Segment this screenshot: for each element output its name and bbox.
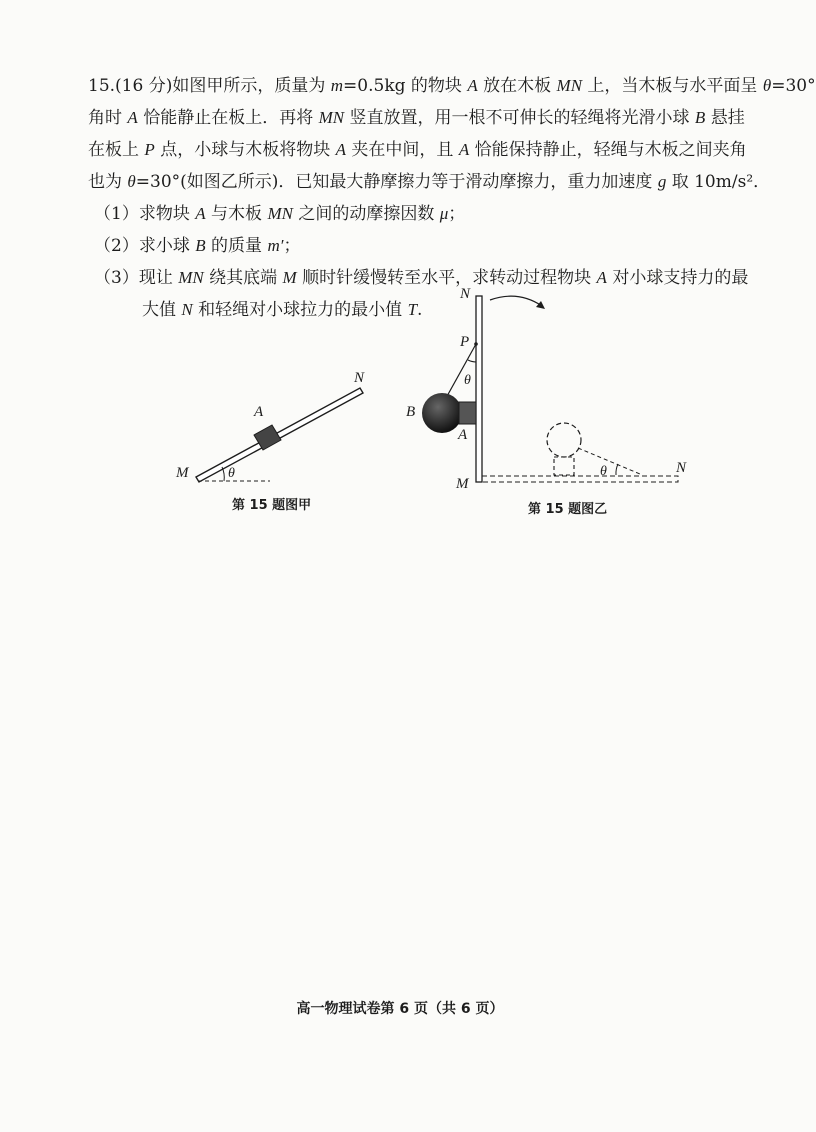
rotation-arrow — [490, 296, 542, 306]
math-symbol: B — [195, 236, 206, 255]
rope — [446, 344, 476, 398]
math-symbol: N — [181, 300, 193, 319]
figure-a-diagram — [170, 360, 380, 490]
label-theta: θ — [464, 373, 471, 388]
math-symbol: A — [127, 108, 138, 127]
label-theta-dashed: θ — [600, 464, 607, 479]
label-a: A — [458, 427, 468, 443]
subquestion-3-cont: 大值 N 和轻绳对小球拉力的最小值 T. — [142, 300, 423, 320]
figure-b-caption: 第 15 题图乙 — [528, 502, 608, 517]
ball-b-dashed — [547, 423, 581, 457]
figure-b-diagram — [400, 282, 700, 492]
math-symbol: MN — [318, 108, 345, 127]
math-symbol: A — [335, 140, 346, 159]
math-symbol: θ — [762, 76, 772, 95]
board-horizontal-dashed — [482, 476, 678, 482]
block-a-dashed — [554, 457, 574, 475]
math-symbol: m — [330, 76, 344, 95]
board-mn — [196, 388, 363, 482]
point-p — [474, 342, 478, 346]
label-m: M — [456, 476, 469, 492]
subquestion-3: （3）现让 MN 绕其底端 M 顺时针缓慢转至水平，求转动过程物块 A 对小球支持力的最 — [94, 268, 749, 288]
question-line-4: 也为 θ=30°(如图乙所示)．已知最大静摩擦力等于滑动摩擦力，重力加速度 g 取 10m/s²． — [88, 172, 771, 192]
label-p: P — [460, 334, 470, 350]
question-line-1 — [88, 70, 816, 102]
math-symbol: A — [596, 268, 607, 287]
math-symbol: m′ — [267, 236, 284, 255]
label-m: M — [176, 465, 189, 481]
math-symbol: A — [458, 140, 470, 159]
label-theta: θ — [228, 466, 235, 481]
math-symbol: MN — [178, 268, 204, 287]
math-symbol: MN — [556, 76, 583, 95]
question-line-3: 在板上 P 点，小球与木板将物块 A 夹在中间，且 A 恰能保持静止，轻绳与木板之间夹角 — [88, 140, 747, 160]
question-line-2: 角时 A 恰能静止在板上．再将 MN 竖直放置，用一根不可伸长的轻绳将光滑小球 B 悬挂 — [88, 108, 745, 128]
math-symbol: A — [195, 204, 206, 223]
board-mn-vertical — [476, 296, 482, 482]
label-n-right: N — [676, 460, 687, 476]
math-symbol: MN — [267, 204, 293, 223]
label-b: B — [406, 404, 416, 420]
label-a: A — [254, 404, 264, 420]
block-a — [459, 402, 476, 424]
question-number: 15. — [88, 76, 116, 96]
math-symbol: B — [694, 108, 706, 127]
math-symbol: θ — [127, 172, 136, 191]
angle-arc-p — [468, 360, 476, 362]
ball-b — [422, 393, 462, 433]
rotation-arrowhead — [536, 301, 545, 309]
label-n-top: N — [460, 286, 471, 302]
subquestion-1: （1）求物块 A 与木板 MN 之间的动摩擦因数 μ； — [94, 204, 466, 224]
angle-arc-dashed — [616, 464, 618, 475]
math-symbol: g — [657, 172, 667, 191]
rope-dashed — [578, 448, 640, 474]
question-points: (16 分) — [115, 76, 173, 96]
page-footer: 高一物理试卷第 6 页（共 6 页） — [296, 1001, 504, 1017]
question-text-1: 如图甲所示，质量为 m=0.5kg 的物块 A 放在木板 MN 上，当木板与水平面呈 θ=30° — [172, 76, 816, 96]
math-symbol: T — [407, 300, 418, 319]
subquestion-2: （2）求小球 B 的质量 m′； — [94, 236, 301, 256]
math-symbol: M — [282, 268, 297, 287]
math-symbol: P — [144, 140, 155, 159]
math-symbol: μ — [439, 204, 449, 223]
figure-a-caption: 第 15 题图甲 — [232, 498, 312, 513]
math-symbol: A — [467, 76, 478, 95]
label-n: N — [354, 370, 365, 386]
